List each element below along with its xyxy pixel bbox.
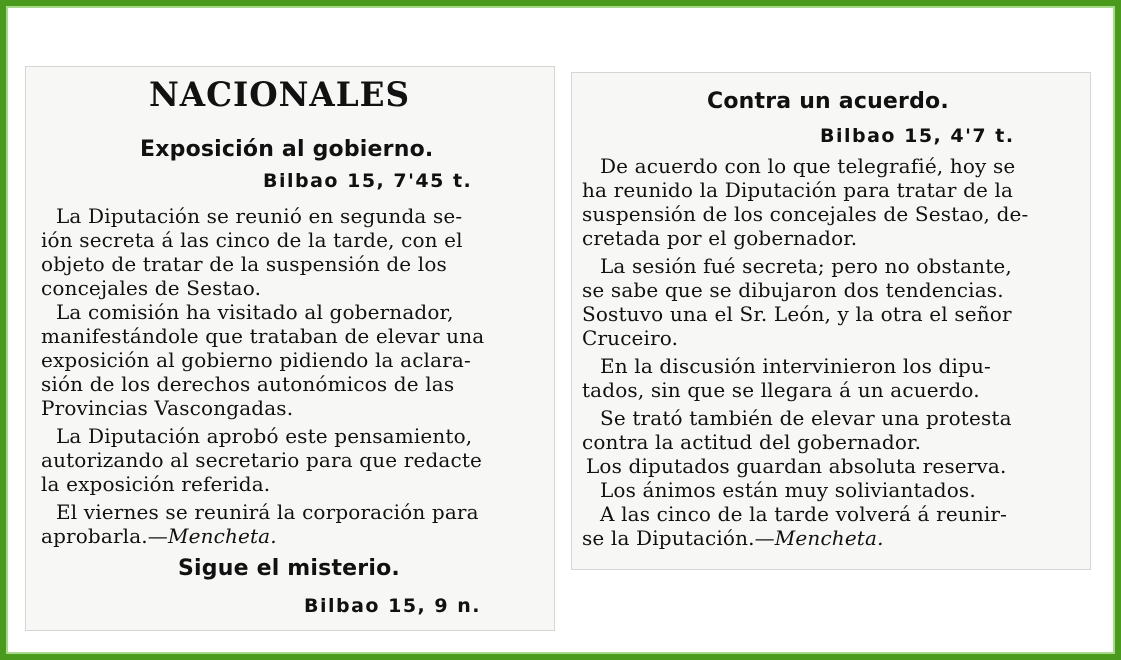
dateline-right: Bilbao 15, 4'7 t.	[820, 125, 1015, 147]
closing-text: aprobarla.—	[41, 524, 168, 548]
body-line: ión secreta á las cinco de la tarde, con el	[41, 228, 463, 252]
dateline-left: Bilbao 15, 7'45 t.	[263, 170, 473, 192]
body-line: suspensión de los concejales de Sestao, de-	[582, 202, 1029, 226]
body-line: tados, sin que se llegara á un acuerdo.	[582, 378, 980, 402]
body-line: cretada por el gobernador.	[582, 226, 858, 250]
body-line: Sostuvo una el Sr. León, y la otra el señor	[582, 302, 1012, 326]
subheading-sigue-el-misterio: Sigue el misterio.	[178, 556, 400, 581]
section-title: NACIONALES	[149, 75, 410, 115]
body-line: La comisión ha visitado al gobernador,	[56, 300, 454, 324]
left-newspaper-clipping	[25, 66, 555, 631]
body-line: La Diputación aprobó este pensamiento,	[56, 424, 473, 448]
body-line: ha reunido la Diputación para tratar de la	[582, 178, 1014, 202]
closing-line-left	[41, 524, 277, 548]
body-line: contra la actitud del gobernador.	[582, 430, 922, 454]
closing-text: se la Diputación.—	[582, 526, 775, 550]
body-line: Cruceiro.	[582, 326, 679, 350]
body-line: Provincias Vascongadas.	[41, 396, 294, 420]
body-line: Los diputados guardan absoluta reserva.	[586, 454, 1007, 478]
body-line: objeto de tratar de la suspensión de los	[41, 252, 447, 276]
subheading-contra-un-acuerdo: Contra un acuerdo.	[707, 89, 949, 114]
signature-mencheta: Mencheta.	[774, 526, 884, 550]
body-line: De acuerdo con lo que telegrafié, hoy se	[600, 154, 1016, 178]
body-line: La sesión fué secreta; pero no obstante,	[600, 254, 1012, 278]
body-line: El viernes se reunirá la corporación para	[56, 500, 479, 524]
dateline-left-second: Bilbao 15, 9 n.	[304, 595, 481, 617]
body-line: Los ánimos están muy soliviantados.	[600, 478, 976, 502]
body-line: manifestándole que trataban de elevar una	[41, 324, 485, 348]
signature-mencheta: Mencheta.	[167, 524, 277, 548]
body-line: La Diputación se reunió en segunda se-	[56, 204, 463, 228]
body-line: se sabe que se dibujaron dos tendencias.	[582, 278, 1004, 302]
body-line: concejales de Sestao.	[41, 276, 262, 300]
closing-line-right	[582, 526, 884, 550]
body-line: Se trató también de elevar una protesta	[600, 406, 1012, 430]
body-line: sión de los derechos autonómicos de las	[41, 372, 455, 396]
frame-inner	[6, 6, 1115, 654]
subheading-exposicion: Exposición al gobierno.	[140, 137, 434, 162]
body-line: A las cinco de la tarde volverá á reunir-	[600, 502, 1008, 526]
right-newspaper-clipping	[571, 72, 1091, 570]
body-line: autorizando al secretario para que redacte	[41, 448, 483, 472]
body-line: En la discusión intervinieron los dipu-	[600, 354, 991, 378]
body-line: exposición al gobierno pidiendo la aclara-	[41, 348, 471, 372]
body-line: la exposición referida.	[41, 472, 271, 496]
